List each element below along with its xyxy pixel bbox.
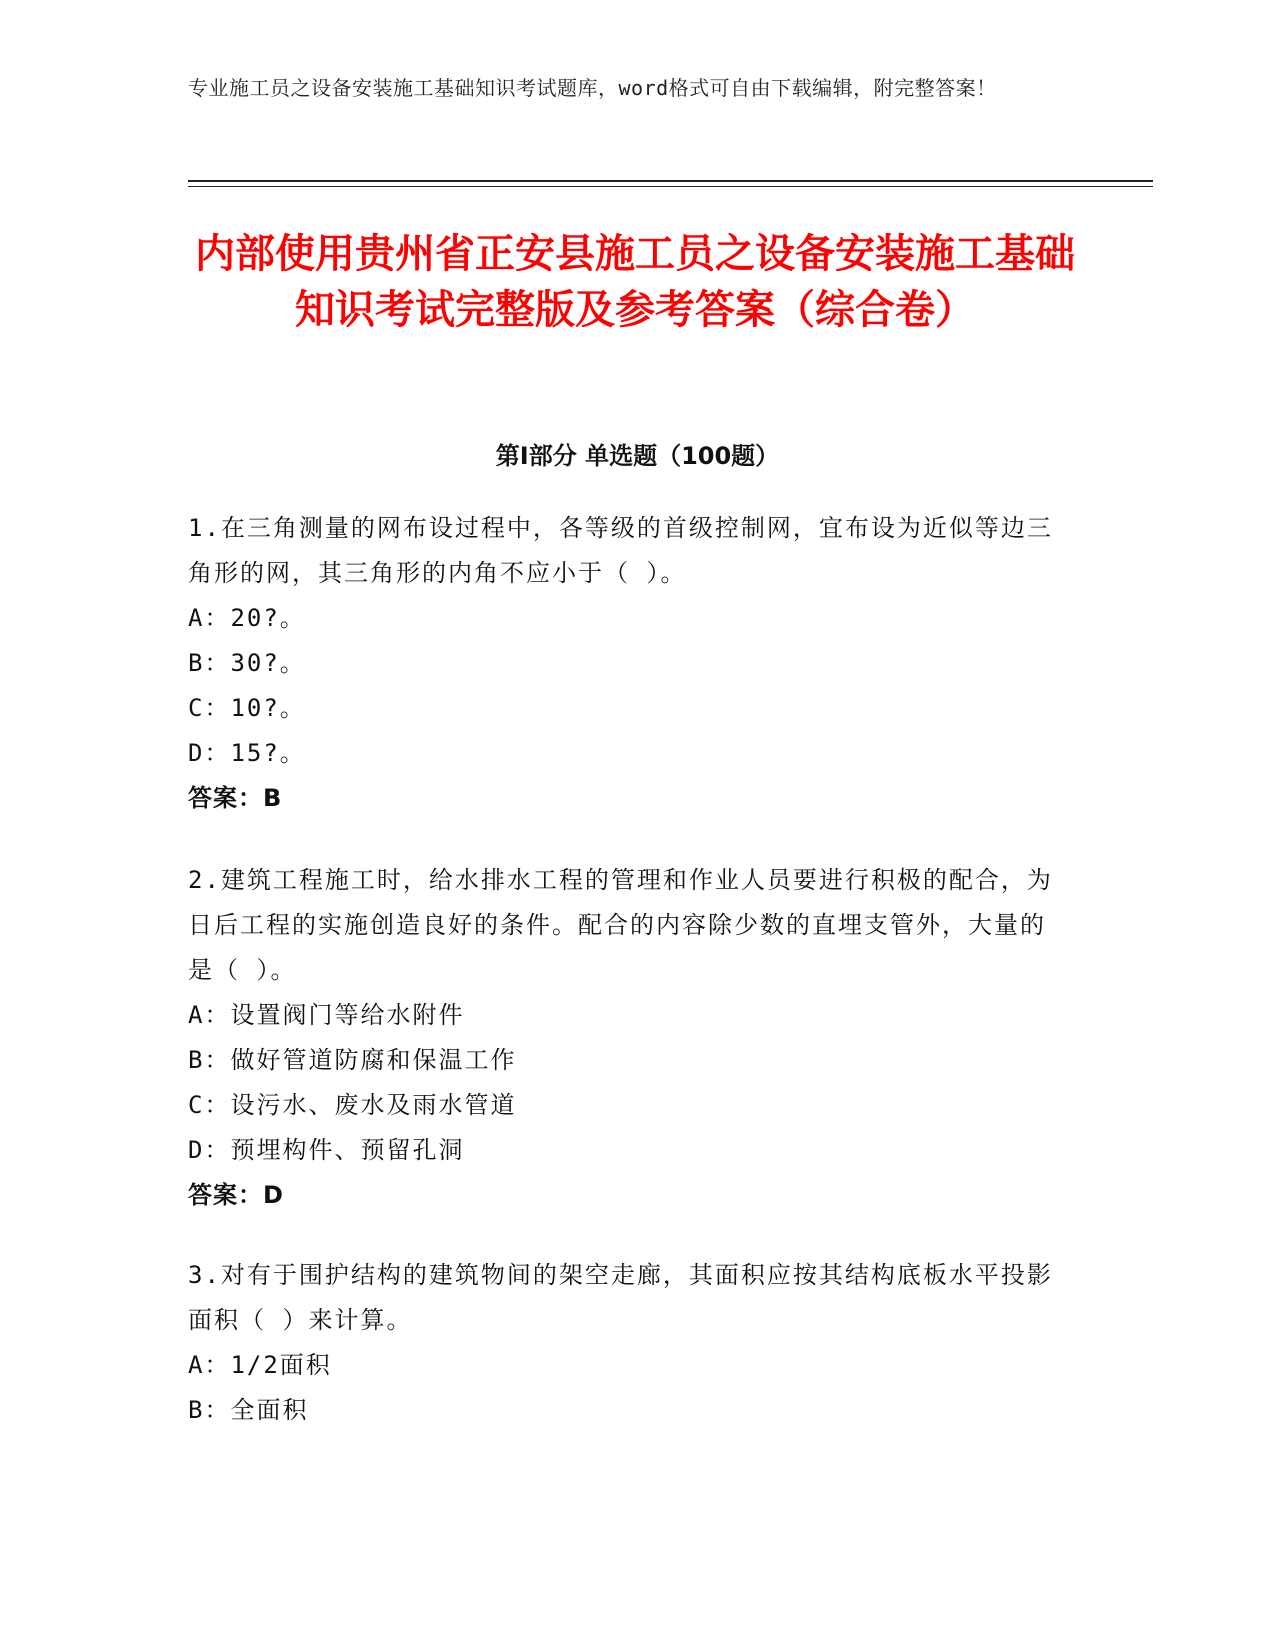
option-b: B：做好管道防腐和保温工作 xyxy=(188,1046,517,1074)
option-d: D：预埋构件、预留孔洞 xyxy=(188,1136,465,1164)
option-d: D：15?。 xyxy=(188,739,306,767)
question-stem: 1.在三角测量的网布设过程中，各等级的首级控制网，宜布设为近似等边三角形的网，其三角形的内角不应小于（ ）。 xyxy=(188,514,1053,587)
question-2 xyxy=(188,858,1068,1218)
answer: 答案：B xyxy=(188,784,283,812)
question-stem: 3.对有于围护结构的建筑物间的架空走廊，其面积应按其结构底板水平投影面积（ ）来计算。 xyxy=(188,1261,1053,1334)
question-3 xyxy=(188,1253,1068,1433)
section-heading: 第Ⅰ部分 单选题（100题） xyxy=(495,442,780,470)
option-b: B：30?。 xyxy=(188,649,306,677)
option-a: A：设置阀门等给水附件 xyxy=(188,1001,465,1029)
header-note: 专业施工员之设备安装施工基础知识考试题库，word格式可自由下载编辑，附完整答案！ xyxy=(188,76,997,100)
option-c: C：10?。 xyxy=(188,694,306,722)
header-divider xyxy=(188,180,1153,182)
option-a: A：1/2面积 xyxy=(188,1351,332,1379)
header-divider-thin xyxy=(188,186,1153,187)
option-a: A：20?。 xyxy=(188,604,306,632)
option-c: C：设污水、废水及雨水管道 xyxy=(188,1091,517,1119)
option-b: B：全面积 xyxy=(188,1396,309,1424)
question-1 xyxy=(188,506,1068,821)
document-title: 内部使用贵州省正安县施工员之设备安装施工基础知识考试完整版及参考答案（综合卷） xyxy=(195,231,1075,333)
question-stem: 2.建筑工程施工时，给水排水工程的管理和作业人员要进行积极的配合，为日后工程的实施创造良好的条件。配合的内容除少数的直埋支管外，大量的是（ ）。 xyxy=(188,866,1053,984)
answer: 答案：D xyxy=(188,1181,284,1209)
